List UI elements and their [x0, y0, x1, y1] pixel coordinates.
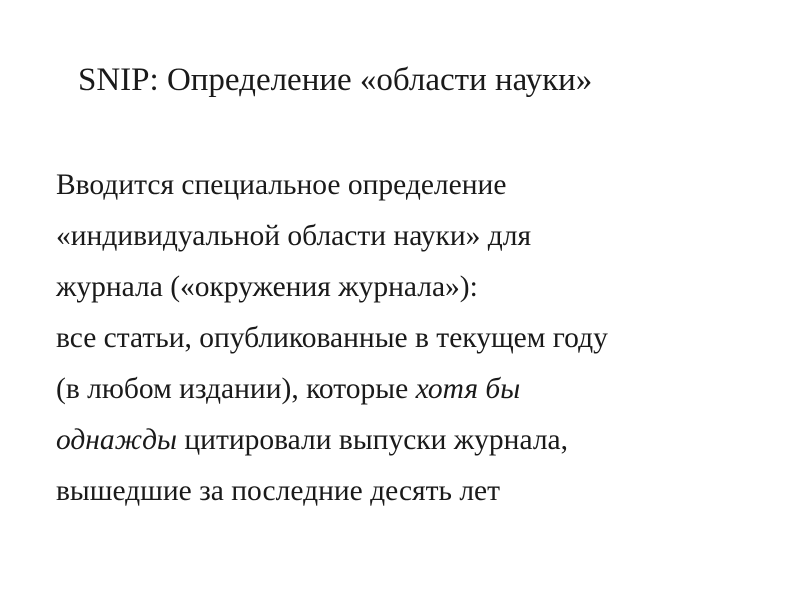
- slide-title: SNIP: Определение «области науки»: [78, 62, 593, 98]
- body-line-6-text: цитировали выпуски журнала,: [177, 424, 569, 456]
- body-line-2: «индивидуальной области науки» для: [56, 220, 532, 252]
- body-line-5-text: (в любом издании), которые: [56, 373, 416, 405]
- body-line-5: [56, 364, 756, 415]
- body-line-3: журнала («окружения журнала»):: [56, 271, 478, 303]
- slide-body: [56, 160, 756, 517]
- body-line-7: вышедшие за последние десять лет: [56, 475, 501, 507]
- body-line-6-emphasis: однажды: [56, 424, 178, 456]
- body-line-6: [56, 415, 756, 466]
- body-line-1: Вводится специальное определение: [56, 169, 507, 201]
- body-line-5-emphasis: хотя бы: [415, 373, 521, 405]
- body-line-4: все статьи, опубликованные в текущем году: [56, 322, 608, 354]
